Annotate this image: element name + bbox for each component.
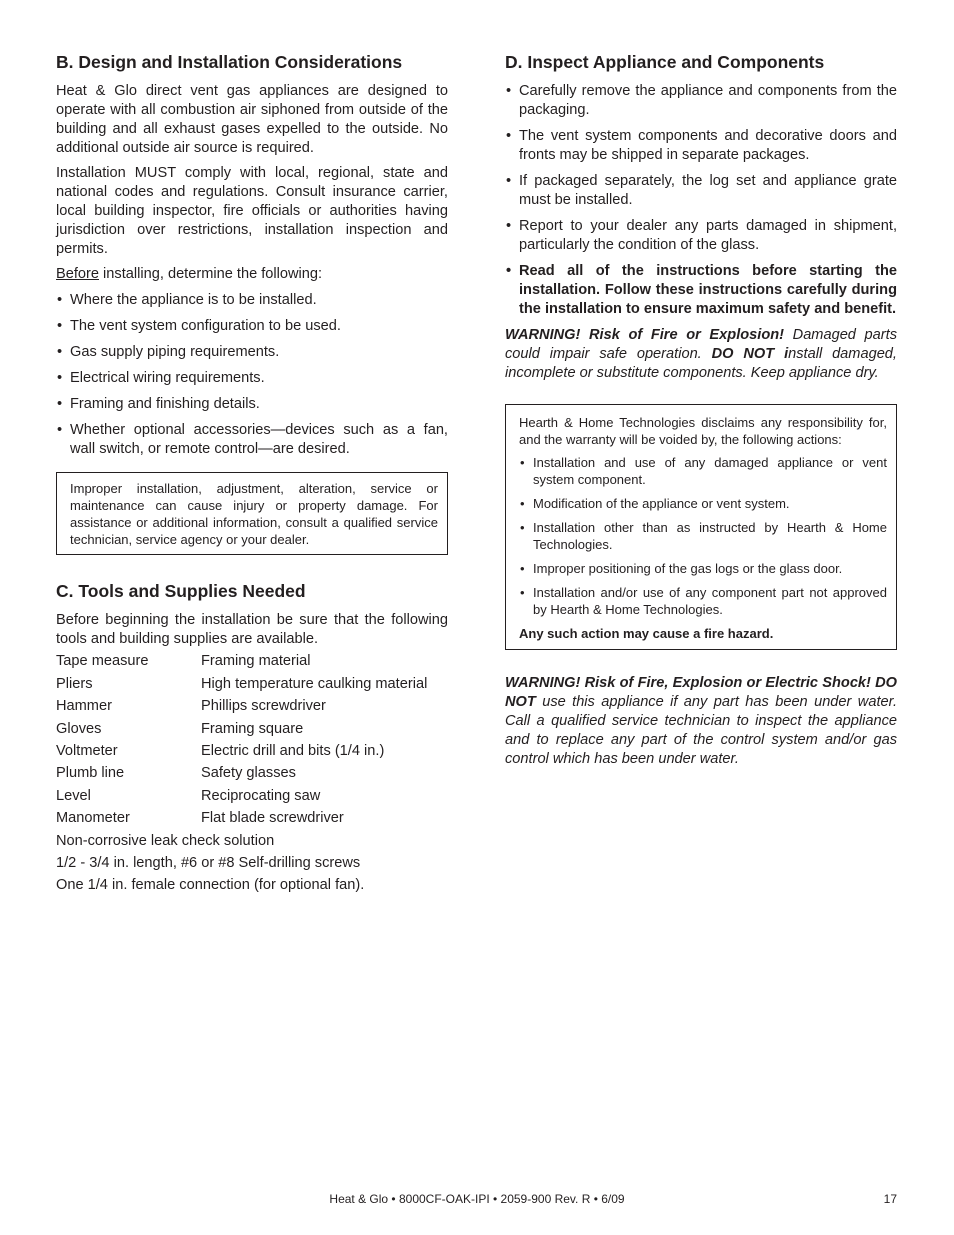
- section-b-paragraph-2: Installation MUST comply with local, regional, state and national codes and regulations. Consult insurance carrier, local building inspector, fire officials or authorities having jurisdiction over restrictions, installation inspection and permits.: [56, 165, 448, 257]
- section-c-heading: C. Tools and Supplies Needed: [56, 581, 306, 601]
- tool-item: Flat blade screwdriver: [201, 810, 344, 827]
- tool-item: Framing square: [201, 720, 304, 737]
- before-installing-line: [56, 265, 448, 284]
- list-item: • Gas supply piping requirements.: [56, 343, 448, 362]
- list-item: • Improper positioning of the gas logs or the glass door.: [519, 560, 887, 577]
- warning-text: Damaged parts could impair safe operation.: [505, 327, 897, 362]
- section-b-heading: B. Design and Installation Considerations: [56, 52, 403, 72]
- caution-notice-box: [56, 472, 448, 555]
- section-b-paragraph-1: Heat & Glo direct vent gas appliances are designed to operate with all combustion air siphoned from outside of the building and all exhaust gases expelled to the outside. No additional outside air source is required.: [56, 83, 448, 156]
- before-underlined: Before: [56, 266, 99, 282]
- tool-item: Gloves: [56, 720, 102, 737]
- tool-item: Voltmeter: [56, 742, 118, 759]
- section-c-intro: Before beginning the installation be sure that the following tools and building supplies are available.: [56, 612, 448, 647]
- determine-list: [56, 291, 448, 459]
- tool-item: Safety glasses: [201, 765, 296, 782]
- inspect-list: [505, 82, 897, 319]
- disclaimer-intro: Hearth & Home Technologies disclaims any responsibility for, and the warranty will be voided by, the following actions:: [519, 415, 887, 447]
- list-item: • Installation other than as instructed by Hearth & Home Technologies.: [519, 519, 887, 553]
- page-number: 17: [883, 1192, 897, 1206]
- tool-item: Hammer: [56, 698, 112, 715]
- list-item: • The vent system configuration to be used.: [56, 317, 448, 336]
- tool-item: Plumb line: [56, 765, 125, 782]
- warning-lead: WARNING! Risk of Fire or Explosion!: [505, 327, 785, 343]
- tools-table: [56, 652, 448, 828]
- tool-item: Tape measure: [56, 653, 149, 670]
- warning-fire-explosion: [505, 326, 897, 383]
- left-column: [56, 50, 448, 899]
- list-item: • If packaged separately, the log set and appliance grate must be installed.: [505, 172, 897, 210]
- tool-item: Electric drill and bits (1/4 in.): [201, 742, 385, 759]
- warning-text: nstall damaged, incomplete or substitute components. Keep appliance dry.: [505, 346, 897, 381]
- tool-item: Manometer: [56, 810, 130, 827]
- list-item: • Whether optional accessories—devices such as a fan, wall switch, or remote control—are desired.: [56, 421, 448, 459]
- warning-electric-shock: [505, 674, 897, 769]
- footer-text: Heat & Glo • 8000CF-OAK-IPI • 2059-900 Rev. R • 6/09: [329, 1192, 625, 1206]
- supply-line: Non-corrosive leak check solution: [56, 832, 275, 849]
- tool-item: Framing material: [201, 653, 311, 670]
- disclaimer-closing: Any such action may cause a fire hazard.: [519, 626, 774, 641]
- tool-item: Level: [56, 787, 91, 804]
- list-item: • Electrical wiring requirements.: [56, 369, 448, 388]
- list-item: • Installation and/or use of any component part not approved by Hearth & Home Technologies.: [519, 584, 887, 618]
- warning-lead: WARNING! Risk of Fire, Explosion or Electric Shock! DO NOT: [505, 675, 897, 710]
- tool-item: Pliers: [56, 675, 93, 692]
- warning-text: use this appliance if any part has been under water. Call a qualified service technician to inspect the appliance and to replace any part of the control system and/or gas control which has been under water.: [505, 694, 897, 767]
- right-column: [505, 50, 897, 775]
- before-rest: installing, determine the following:: [99, 266, 323, 282]
- list-item: • Installation and use of any damaged appliance or vent system component.: [519, 454, 887, 488]
- list-item-bold: • Read all of the instructions before starting the installation. Follow these instructions carefully during the installation to ensure maximum safety and benefit.: [505, 262, 897, 319]
- caution-notice-text: Improper installation, adjustment, alteration, service or maintenance can cause injury or property damage. For assistance or additional information, consult a qualified service technician, service agency or your dealer.: [70, 481, 438, 547]
- supply-line: One 1/4 in. female connection (for optional fan).: [56, 877, 365, 894]
- list-item: • The vent system components and decorative doors and fronts may be shipped in separate packages.: [505, 127, 897, 165]
- list-item: • Framing and finishing details.: [56, 395, 448, 414]
- list-item: • Modification of the appliance or vent system.: [519, 495, 887, 512]
- tool-item: High temperature caulking material: [201, 675, 428, 692]
- disclaimer-box: [505, 404, 897, 650]
- tool-item: Phillips screwdriver: [201, 698, 326, 715]
- supply-line: 1/2 - 3/4 in. length, #6 or #8 Self-drilling screws: [56, 854, 361, 871]
- warning-bold: DO NOT i: [711, 346, 789, 362]
- tool-item: Reciprocating saw: [201, 787, 321, 804]
- disclaimer-list: [519, 454, 887, 618]
- list-item: • Carefully remove the appliance and components from the packaging.: [505, 82, 897, 120]
- section-d-heading: D. Inspect Appliance and Components: [505, 52, 825, 72]
- list-item: • Where the appliance is to be installed.: [56, 291, 448, 310]
- list-item: • Report to your dealer any parts damaged in shipment, particularly the condition of the glass.: [505, 217, 897, 255]
